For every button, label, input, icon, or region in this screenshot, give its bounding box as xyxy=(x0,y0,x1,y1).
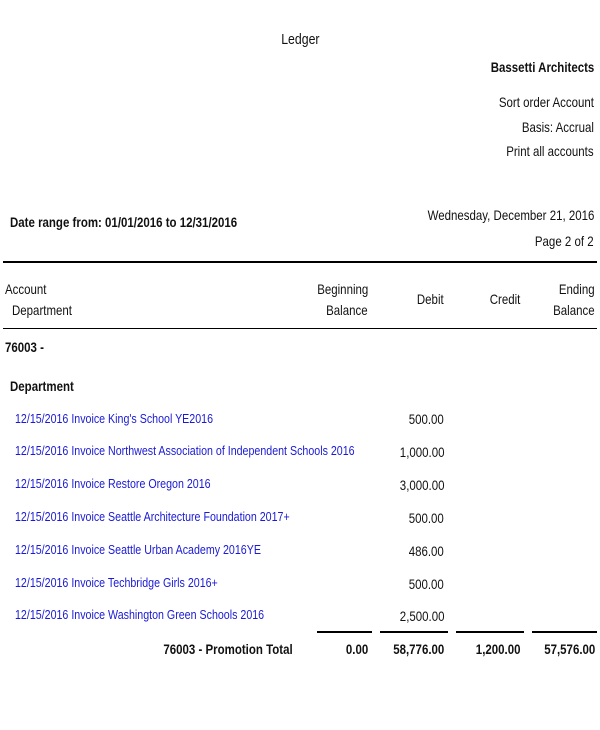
col-header-account: Account Department xyxy=(5,281,72,318)
total-credit: 1,200.00 xyxy=(475,641,520,657)
ledger-entry-link[interactable]: 12/15/2016 Invoice Northwest Association of Independent Schools 2016 xyxy=(15,443,355,458)
report-title: Ledger xyxy=(280,31,320,48)
entry-debit: 500.00 xyxy=(408,576,444,592)
total-rule-ending xyxy=(532,631,597,633)
entry-debit: 486.00 xyxy=(408,543,444,559)
run-date: Wednesday, December 21, 2016 xyxy=(427,207,594,223)
total-rule-credit xyxy=(456,631,524,633)
company-name: Bassetti Architects xyxy=(490,59,594,75)
account-label: 76003 - xyxy=(5,339,44,355)
col-header-beginning-balance: Beginning Balance xyxy=(316,281,368,318)
ledger-entry-link[interactable]: 12/15/2016 Invoice Restore Oregon 2016 xyxy=(15,476,211,491)
entry-debit: 2,500.00 xyxy=(399,608,444,624)
col-header-debit: Debit xyxy=(417,291,444,307)
entry-debit: 500.00 xyxy=(408,510,444,526)
total-rule-beginning xyxy=(317,631,372,633)
entry-debit: 3,000.00 xyxy=(399,477,444,493)
total-beginning-balance: 0.00 xyxy=(345,641,368,657)
page-number: Page 2 of 2 xyxy=(535,233,594,249)
department-label: Department xyxy=(10,378,74,394)
entry-debit: 1,000.00 xyxy=(399,444,444,460)
col-header-ending-balance: Ending Balance xyxy=(553,281,595,318)
ledger-entry-link[interactable]: 12/15/2016 Invoice Seattle Urban Academy 2016YE xyxy=(15,542,261,557)
print-scope: Print all accounts xyxy=(506,143,594,159)
ledger-entry-link[interactable]: 12/15/2016 Invoice Techbridge Girls 2016+ xyxy=(15,575,218,590)
total-debit: 58,776.00 xyxy=(392,641,444,657)
entry-debit: 500.00 xyxy=(408,411,444,427)
header-top-rule xyxy=(3,261,597,263)
ledger-entry-link[interactable]: 12/15/2016 Invoice Seattle Architecture Foundation 2017+ xyxy=(15,509,290,524)
ledger-entry-link[interactable]: 12/15/2016 Invoice Washington Green Schools 2016 xyxy=(15,607,265,622)
sort-order: Sort order Account xyxy=(498,94,594,110)
total-ending-balance: 57,576.00 xyxy=(543,641,595,657)
date-range: Date range from: 01/01/2016 to 12/31/2016 xyxy=(10,214,238,230)
header-bottom-rule xyxy=(3,328,597,329)
total-label: 76003 - Promotion Total xyxy=(163,641,293,657)
basis: Basis: Accrual xyxy=(521,119,594,135)
ledger-entry-link[interactable]: 12/15/2016 Invoice King's School YE2016 xyxy=(15,411,214,426)
total-rule-debit xyxy=(380,631,448,633)
col-header-credit: Credit xyxy=(489,291,520,307)
